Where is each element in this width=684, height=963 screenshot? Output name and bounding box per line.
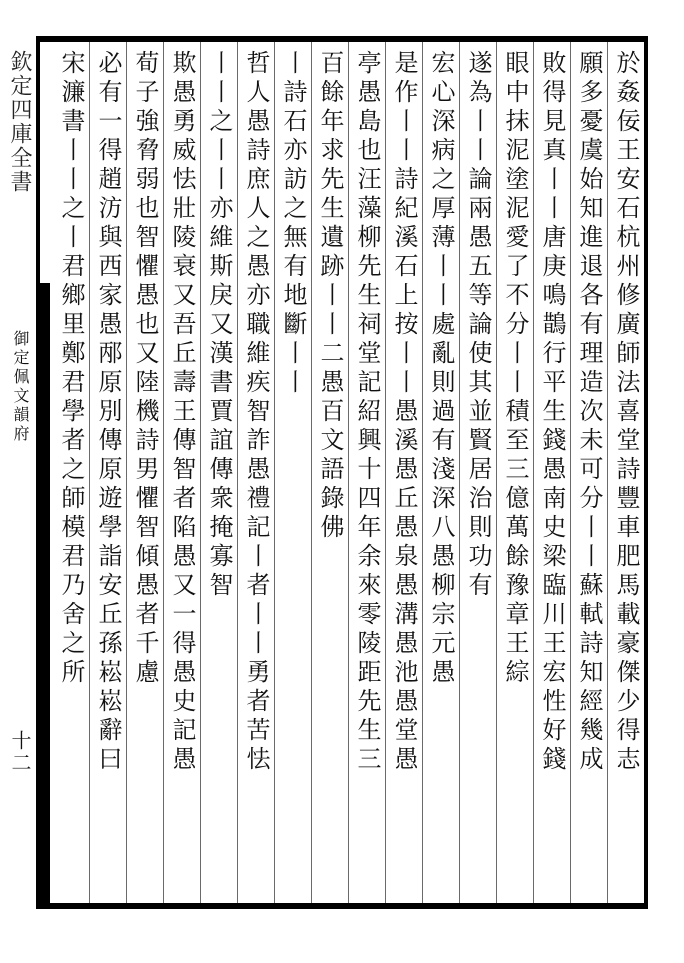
- column-text: 百餘年求先生遺跡丨丨二愚百文語錄佛: [316, 50, 344, 543]
- column-text: 是作丨丨詩紀溪石上按丨丨愚溪愚丘愚泉愚溝愚池愚堂愚: [390, 50, 418, 775]
- text-column-16: [51, 50, 91, 900]
- frame-bottom-border: [36, 903, 648, 909]
- page-number-text: 十二: [8, 730, 32, 774]
- fish-tail-spine: [40, 283, 50, 903]
- column-text: 眼中抹泥塗泥愛了不分丨丨積至三億萬餘豫章王綜: [501, 50, 529, 688]
- book-title-text: 欽定四庫全書: [7, 50, 32, 194]
- text-column-2: [569, 50, 609, 900]
- column-text: 荀子強脅弱也智懼愚也又陸機詩男懼智傾愚者千慮: [131, 50, 159, 688]
- page-number: [6, 730, 34, 790]
- text-column-9: [310, 50, 350, 900]
- column-text: 宋濂書丨丨之丨君鄉里鄭君學者之師模君乃舍之所: [57, 50, 85, 688]
- column-text: 宏心深病之厚薄丨丨處亂則過有淺深八愚柳宗元愚: [427, 50, 455, 688]
- frame-top-border: [36, 36, 648, 42]
- text-column-13: [162, 50, 202, 900]
- column-text: 敗得見真丨丨唐庚鳴鵲行平生錢愚南史梁臨川王宏性好錢: [538, 50, 566, 775]
- column-text: 必有一得趙汸與西家愚邴原別傳原遊學詣安丘孫崧崧辭曰: [94, 50, 122, 775]
- text-column-3: [532, 50, 572, 900]
- text-column-6: [421, 50, 461, 900]
- book-title: [4, 50, 34, 280]
- text-column-12: [199, 50, 239, 900]
- text-column-7: [384, 50, 424, 900]
- text-column-5: [458, 50, 498, 900]
- column-text: 丨詩石亦訪之無有地斷丨丨: [279, 50, 307, 398]
- column-text: 於姦佞王安石杭州修廣師法喜堂詩豐車肥馬載豪傑少得志: [612, 50, 640, 775]
- column-text: 亭愚島也汪藻柳先生祠堂記紹興十四年余來零陵距先生三: [353, 50, 381, 775]
- text-column-15: [88, 50, 128, 900]
- text-column-11: [236, 50, 276, 900]
- column-text: 欺愚勇威怯壯陵衰又吾丘壽王傳智者陷愚又一得愚史記愚: [168, 50, 196, 775]
- text-column-4: [495, 50, 535, 900]
- column-text: 願多憂虞始知進退各有理造次未可分丨丨蘇軾詩知經幾成: [575, 50, 603, 775]
- text-column-1: [606, 50, 646, 900]
- text-column-8: [347, 50, 387, 900]
- section-title: [6, 330, 34, 510]
- section-title-text: 御定佩文韻府: [11, 330, 30, 444]
- column-text: 哲人愚詩庶人之愚亦職維疾智詐愚禮記丨者丨丨勇者苦怯: [242, 50, 270, 775]
- text-column-10: [273, 50, 313, 900]
- column-text: 遂為丨丨論兩愚五等論使其並賢居治則功有: [464, 50, 492, 601]
- column-text: 丨丨之丨丨亦維斯戾又漢書賈誼傳衆掩寡智: [205, 50, 233, 601]
- text-column-14: [125, 50, 165, 900]
